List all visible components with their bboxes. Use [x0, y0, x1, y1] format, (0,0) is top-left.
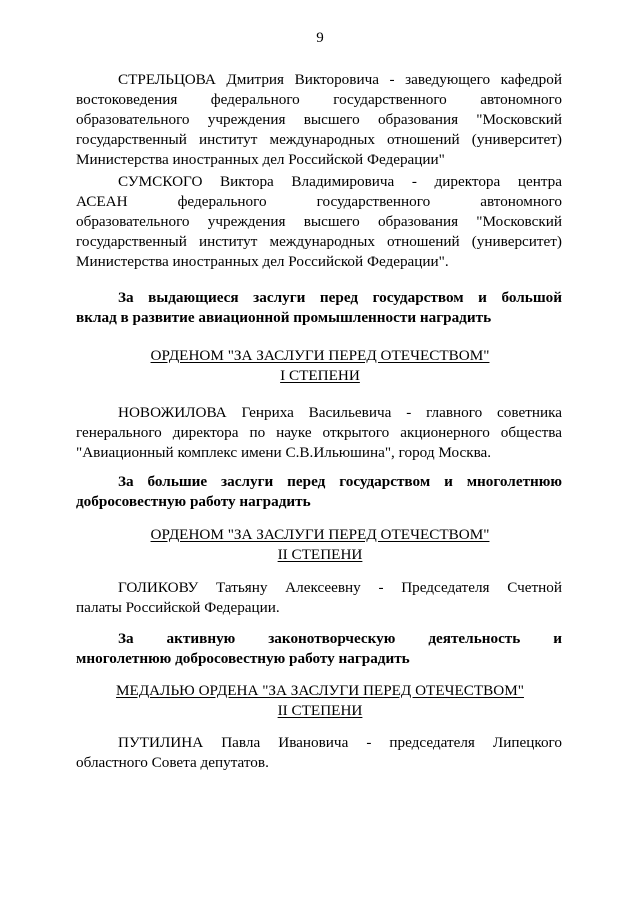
award-title-3	[0, 681, 640, 721]
text-line: АСЕАН федерального государственного автономного	[76, 193, 562, 210]
text-line: За выдающиеся заслуги перед государством и большой	[118, 289, 562, 306]
page-number: 9	[316, 30, 324, 46]
award-degree-line: I СТЕПЕНИ	[280, 367, 360, 384]
text-line: За большие заслуги перед государством и многолетнюю	[118, 473, 562, 490]
text-line: НОВОЖИЛОВА Генриха Васильевича - главного советника	[118, 404, 562, 421]
award-title-line: МЕДАЛЬЮ ОРДЕНА "ЗА ЗАСЛУГИ ПЕРЕД ОТЕЧЕСТВОМ"	[116, 682, 524, 699]
text-line: ПУТИЛИНА Павла Ивановича - председателя Липецкого	[118, 734, 562, 751]
text-line: государственный институт международных отношений (университет)	[76, 131, 562, 148]
award-title-line: ОРДЕНОМ "ЗА ЗАСЛУГИ ПЕРЕД ОТЕЧЕСТВОМ"	[150, 347, 490, 364]
award-intro-3	[76, 629, 562, 669]
award-intro-2	[76, 472, 562, 512]
nominee-paragraph-putilin	[76, 733, 562, 773]
text-line: СУМСКОГО Виктора Владимировича - директора центра	[118, 173, 562, 190]
text-line: вклад в развитие авиационной промышленности наградить	[76, 309, 492, 326]
award-title-1	[0, 346, 640, 386]
text-line: генерального директора по науке открытого акционерного общества	[76, 424, 562, 441]
award-intro-1	[76, 288, 562, 328]
text-line: образовательного учреждения высшего образования "Московский	[76, 111, 562, 128]
text-line: востоковедения федерального государственного автономного	[76, 91, 562, 108]
award-title-line: ОРДЕНОМ "ЗА ЗАСЛУГИ ПЕРЕД ОТЕЧЕСТВОМ"	[150, 526, 490, 543]
award-degree-line: II СТЕПЕНИ	[277, 546, 363, 563]
award-title-2	[0, 525, 640, 565]
text-line: областного Совета депутатов.	[76, 754, 269, 771]
text-line: "Авиационный комплекс имени С.В.Ильюшина", город Москва.	[76, 444, 492, 461]
nominee-paragraph-novozhilov	[76, 403, 562, 463]
nominee-paragraph-sumsky	[76, 172, 562, 272]
nominee-paragraph-streltsov	[76, 70, 562, 170]
award-degree-line: II СТЕПЕНИ	[277, 702, 363, 719]
text-line: палаты Российской Федерации.	[76, 599, 280, 616]
nominee-paragraph-golikova	[76, 578, 562, 618]
text-line: добросовестную работу наградить	[76, 493, 311, 510]
text-line: Министерства иностранных дел Российской Федерации".	[76, 253, 449, 270]
text-line: СТРЕЛЬЦОВА Дмитрия Викторовича - заведующего кафедрой	[118, 71, 562, 88]
text-line: Министерства иностранных дел Российской Федерации"	[76, 151, 445, 168]
text-line: образовательного учреждения высшего образования "Московский	[76, 213, 562, 230]
text-line: многолетнюю добросовестную работу наградить	[76, 650, 410, 667]
text-line: За активную законотворческую деятельность и	[118, 630, 562, 647]
text-line: государственный институт международных отношений (университет)	[76, 233, 562, 250]
text-line: ГОЛИКОВУ Татьяну Алексеевну - Председателя Счетной	[118, 579, 562, 596]
